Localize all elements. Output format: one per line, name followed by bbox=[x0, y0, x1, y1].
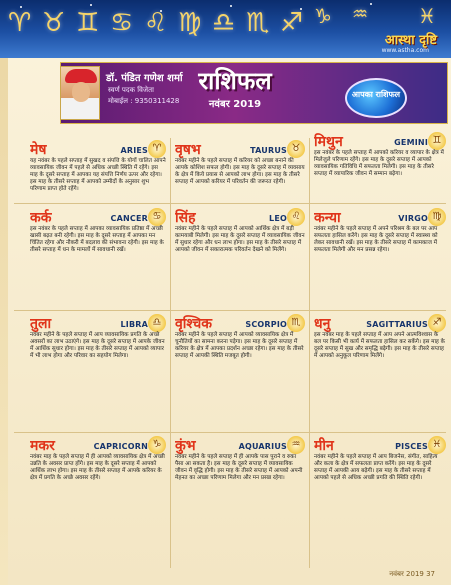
author-phone: मोबाईल : 9350311428 bbox=[108, 97, 180, 105]
zodiac-banner bbox=[0, 0, 451, 58]
sign-libra bbox=[30, 314, 166, 430]
sign-english-name: ARIES bbox=[120, 146, 148, 155]
sign-forecast: नवंबर महीने के पहले सप्ताह में आप व्यावसायिक प्रगति के अच्छे अवसरों का लाभ उठाएंगे। इस माह के दूसरे सप्ताह में आपके जीवन में आर्थिक सुधार होगा। इस माह के तीसरे सप्ताह में आपको व्यापार में भी लाभ होगा और परिवार का सहयोग मिलेगा। bbox=[30, 332, 165, 360]
sign-english-name: CAPRICORN bbox=[93, 442, 148, 451]
author-name: डॉ. पंडित गणेश शर्मा bbox=[106, 73, 183, 84]
sign-forecast: इस नवंबर माह के पहले सप्ताह में आप अपने आत्मविश्वास के बल पर किसी भी कार्य में सफलता हासिल कर सकेंगे। इस माह के दूसरे सप्ताह में सुख और समृद्धि बढ़ेगी। इस माह के तीसरे सप्ताह में आपको अनुकूल परिणाम मिलेंगे। bbox=[314, 332, 445, 360]
row-divider-2 bbox=[14, 310, 446, 311]
sagittarius-icon: ♐ bbox=[428, 314, 446, 332]
banner-leo-icon: ♌ bbox=[144, 8, 168, 38]
sign-cancer bbox=[30, 208, 166, 308]
banner-sagittarius-icon: ♐ bbox=[280, 8, 304, 38]
sign-name: कुंभ bbox=[175, 438, 196, 454]
left-page-border bbox=[0, 58, 8, 585]
banner-aries-icon: ♈ bbox=[8, 8, 32, 38]
sign-english-name: SAGITTARIUS bbox=[366, 320, 428, 329]
promo-badge: आपका राशिफल bbox=[345, 78, 407, 118]
sign-name: कन्या bbox=[314, 210, 341, 226]
gemini-icon: ♊ bbox=[428, 132, 446, 150]
sign-name: मकर bbox=[30, 438, 55, 454]
sign-english-name: CANCER bbox=[110, 214, 148, 223]
sign-name: मिथुन bbox=[314, 134, 343, 150]
capricorn-icon: ♑ bbox=[148, 436, 166, 454]
aries-icon: ♈ bbox=[148, 140, 166, 158]
banner-pisces-icon: ♓ bbox=[418, 4, 436, 28]
sign-leo bbox=[175, 208, 305, 308]
brand-logo: आस्था दृष्टि bbox=[384, 33, 437, 48]
sign-english-name: LIBRA bbox=[120, 320, 148, 329]
banner-gemini-icon: ♊ bbox=[76, 8, 100, 38]
sign-name: वृश्चिक bbox=[175, 316, 213, 332]
sign-forecast: नवंबर माह के पहले सप्ताह में ही आपको व्यावसायिक क्षेत्र में अच्छी उन्नति के अवसर प्राप्त होंगे। इस माह के दूसरे सप्ताह में आपको आर्थिक लाभ होगा। इस माह के तीसरे सप्ताह में आपके करियर के क्षेत्र में प्रगति के अच्छे अवसर रहेंगे। bbox=[30, 454, 165, 482]
sign-forecast: नवंबर महीने के पहले सप्ताह में आप बिजनेस, संगीत, साहित्य और कला के क्षेत्र में सफलता प्राप्त करेंगे। इस माह के दूसरे सप्ताह में आपकी आय बढ़ेगी। इस माह के तीसरे सप्ताह में आपको पहले से अधिक अच्छी प्रगति की स्थिति रहेगी। bbox=[314, 454, 438, 482]
sign-english-name: PISCES bbox=[395, 442, 428, 451]
sign-english-name: SCORPIO bbox=[245, 320, 287, 329]
sign-forecast: नवंबर महीने के पहले सप्ताह में अपने परिश्रम के बल पर आप सफलता हासिल करेंगे। इस माह के दूसरे सप्ताह में स्वास्थ्य को लेकर सावधानी रखें। इस माह के तीसरे सप्ताह में कामकाज में सफलता मिलेगी और मन प्रसन्न रहेगा। bbox=[314, 226, 438, 254]
sign-forecast: नवंबर महीने के पहले सप्ताह में आपको व्यावसायिक क्षेत्र में चुनौतियों का सामना करना पड़ेगा। इस माह के दूसरे सप्ताह में करियर के क्षेत्र में आपका प्रदर्शन अच्छा रहेगा। इस माह के तीसरे सप्ताह में आपकी स्थिति मजबूत होगी। bbox=[175, 332, 304, 360]
sign-name: मीन bbox=[314, 438, 334, 454]
sign-virgo bbox=[314, 208, 446, 308]
banner-taurus-icon: ♉ bbox=[42, 8, 66, 38]
pisces-icon: ♓ bbox=[428, 436, 446, 454]
page-footer: नवंबर 2019 37 bbox=[389, 570, 435, 578]
leo-icon: ♌ bbox=[287, 208, 305, 226]
sign-name: वृषभ bbox=[175, 142, 201, 158]
libra-icon: ♎ bbox=[148, 314, 166, 332]
row-divider-1 bbox=[14, 203, 446, 204]
author-award: स्वर्ण पदक विजेता bbox=[108, 86, 154, 94]
sign-forecast: नवंबर महीने के पहले सप्ताह में ही आपके पास पुराने व रुका पैसा आ सकता है। इस माह के दूसरे सप्ताह में व्यावसायिक जीवन में वृद्धि होगी। इस माह के तीसरे सप्ताह में आपको अपनी मेहनत का अच्छा परिणाम मिलेगा और मन प्रसन्न रहेगा। bbox=[175, 454, 303, 482]
banner-aquarius-icon: ♒ bbox=[352, 4, 369, 25]
banner-capricorn-icon: ♑ bbox=[314, 4, 332, 28]
sign-forecast: नवंबर महीने के पहले सप्ताह में आपको आर्थिक क्षेत्र में बड़ी कामयाबी मिलेगी। इस माह के दूसरे सप्ताह में व्यावसायिक जीवन में सुधार रहेगा और धन लाभ होगा। इस माह के तीसरे सप्ताह में आपको जीवन में सकारात्मक परिवर्तन देखने को मिलेंगे। bbox=[175, 226, 305, 254]
sign-scorpio bbox=[175, 314, 305, 430]
sign-name: मेष bbox=[30, 142, 47, 158]
sign-forecast: नवंबर महीने के पहले सप्ताह में करियर को अच्छा बनाने की आपके कोशिश सफल होगी। इस माह के दूसरे सप्ताह में व्यवसाय के क्षेत्र में किये प्रयास से आपको लाभ होगा। इस माह के तीसरे सप्ताह में आपको करियर में परिवर्तन की जरूरत रहेगी। bbox=[175, 158, 305, 186]
sign-sagittarius bbox=[314, 314, 446, 430]
sign-english-name: LEO bbox=[269, 214, 287, 223]
sign-pisces bbox=[314, 436, 446, 556]
aquarius-icon: ♒ bbox=[287, 436, 305, 454]
sign-forecast: यह नवंबर के पहले सप्ताह में सुखद व संपत्ति के योगों चालित आपने व्यावसायिक जीवन में पहले से अधिक अच्छी स्थिति में रहेंगे। इस माह के दूसरे सप्ताह में आपका यह संपत्ति निर्णय ऊपर और रहेगा। इस माह के तीसरे सप्ताह में आपको उम्मीदों के अनुसार शुभ परिणाम प्राप्त होते रहेंगे। bbox=[30, 158, 166, 193]
sign-capricorn bbox=[30, 436, 166, 556]
sign-name: कर्क bbox=[30, 210, 52, 226]
sign-forecast: इस नवंबर के पहले सप्ताह में आपको करियर व व्यापार के क्षेत्र में मिलेजुले परिणाम रहेंगे। इस माह के दूसरे सप्ताह में आपको व्यावसायिक गतिविधि में सफलता मिलेगी। इस माह के तीसरे सप्ताह में व्यापारिक जीवन में सम्मान बढ़ेगा। bbox=[314, 150, 444, 178]
sign-english-name: GEMINI bbox=[394, 138, 428, 147]
sign-gemini bbox=[314, 132, 446, 202]
taurus-icon: ♉ bbox=[287, 140, 305, 158]
brand-url: www.astha.com bbox=[381, 47, 429, 54]
sign-forecast: इस नवंबर के पहले सप्ताह में आपका व्यावसायिक प्रतिष्ठा में अच्छी खासी बढ़त बनी रहेगी। इस माह के दूसरे सप्ताह में आपका मन चिंतित रहेगा और नौकरी में बदलाव की संभावना रहेगी। इस माह के तीसरे सप्ताह में धन के मामलों में सावधानी रखें। bbox=[30, 226, 164, 254]
page-title: राशिफल bbox=[198, 66, 272, 95]
page-subtitle: नवंबर 2019 bbox=[208, 99, 262, 110]
sign-aries bbox=[30, 140, 166, 202]
scorpio-icon: ♏ bbox=[287, 314, 305, 332]
banner-cancer-icon: ♋ bbox=[110, 8, 134, 38]
sign-english-name: AQUARIUS bbox=[238, 442, 287, 451]
banner-virgo-icon: ♍ bbox=[178, 8, 202, 38]
sign-name: धनु bbox=[314, 316, 331, 332]
row-divider-3 bbox=[14, 432, 446, 433]
sign-aquarius bbox=[175, 436, 305, 556]
cancer-icon: ♋ bbox=[148, 208, 166, 226]
banner-libra-icon: ♎ bbox=[212, 8, 236, 38]
sign-name: सिंह bbox=[175, 210, 196, 226]
sign-english-name: TAURUS bbox=[250, 146, 287, 155]
banner-scorpio-icon: ♏ bbox=[246, 8, 270, 38]
sign-name: तुला bbox=[30, 316, 52, 332]
virgo-icon: ♍ bbox=[428, 208, 446, 226]
sign-english-name: VIRGO bbox=[398, 214, 428, 223]
author-photo bbox=[60, 66, 100, 120]
sign-taurus bbox=[175, 140, 305, 202]
